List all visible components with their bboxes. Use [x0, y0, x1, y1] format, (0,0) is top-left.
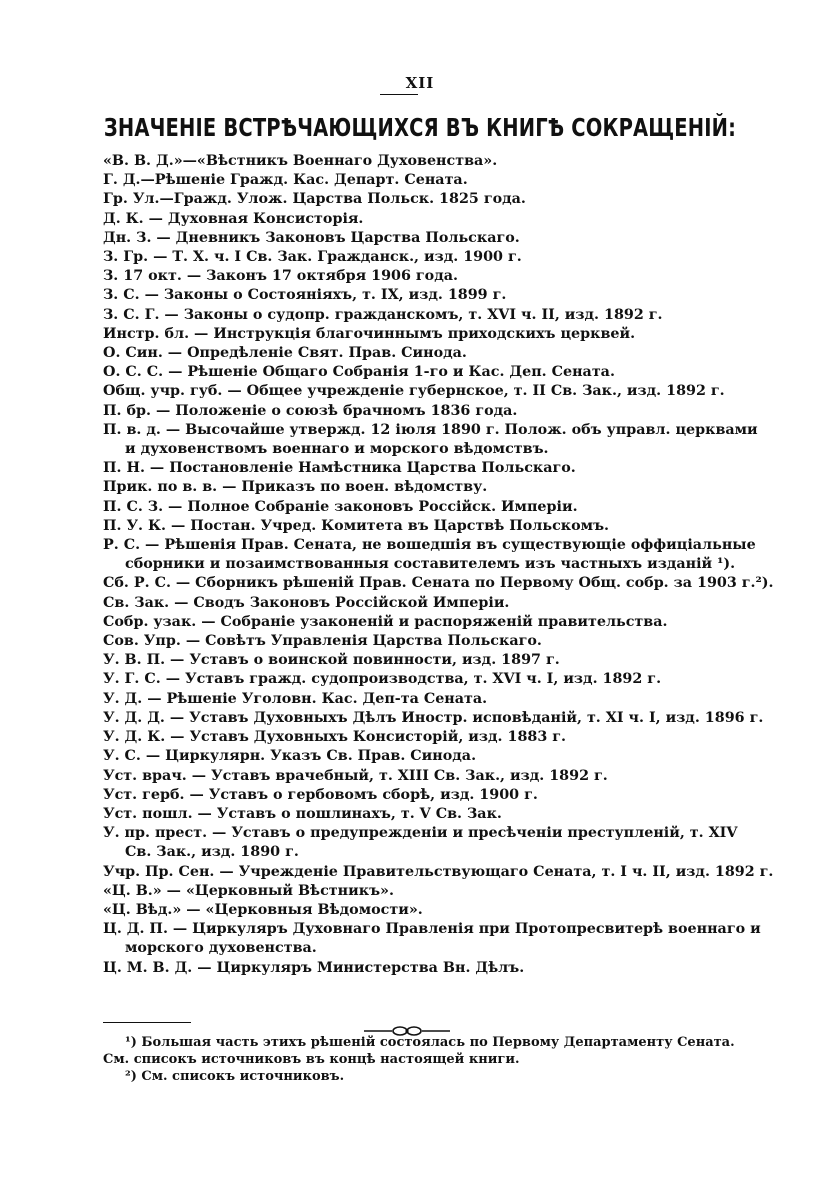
footnotes — [103, 1034, 735, 1085]
entry-line: Уст. герб. — Уставъ о гербовомъ сборѣ, изд. 1900 г. — [103, 786, 538, 803]
abbreviation-entry — [103, 229, 723, 248]
entry-line: П. бр. — Положеніе о союзѣ брачномъ 1836 года. — [103, 402, 518, 419]
abbreviation-entry — [103, 363, 723, 382]
page-title: ЗНАЧЕНІЕ ВСТРѢЧАЮЩИХСЯ ВЪ КНИГѢ СОКРАЩЕНІЙ: — [103, 113, 737, 142]
entry-line: У. Д. — Рѣшеніе Уголовн. Кас. Деп-та Сената. — [103, 690, 488, 707]
entry-line: Г. Д.—Рѣшеніе Гражд. Кас. Департ. Сената. — [103, 172, 468, 189]
abbreviation-list — [103, 152, 774, 978]
entry-line: Собр. узак. — Собраніе узаконеній и распоряженій правительства. — [103, 613, 668, 630]
entry-line: «Ц. В.» — «Церковный Вѣстникъ». — [103, 882, 394, 899]
abbreviation-entry — [103, 536, 756, 574]
abbreviation-entry — [103, 325, 723, 344]
abbreviation-entry — [103, 786, 723, 805]
entry-line: Гр. Ул.—Гражд. Улож. Царства Польск. 1825 года. — [103, 191, 526, 208]
entry-line: Прик. по в. в. — Приказъ по воен. вѣдомству. — [103, 479, 488, 496]
entry-line: Св. Зак. — Сводъ Законовъ Россійской Имперіи. — [103, 594, 510, 611]
entry-line: Ц. Д. П. — Циркуляръ Духовнаго Правленія при Протопресвитерѣ военнаго и — [103, 921, 761, 938]
entry-line: У. пр. прест. — Уставъ о предупрежденіи и пресѣченіи преступленій, т. XIV — [103, 825, 738, 842]
entry-line: З. Гр. — Т. Х. ч. I Св. Зак. Гражданск., изд. 1900 г. — [103, 249, 522, 266]
entry-line: Инстр. бл. — Инструкція благочиннымъ приходскихъ церквей. — [103, 325, 636, 342]
entry-line: Р. С. — Рѣшенія Прав. Сената, не вошедшія въ существующіе оффиціальные — [103, 537, 756, 554]
abbreviation-entry — [103, 382, 723, 401]
abbreviation-entry — [103, 728, 723, 747]
entry-line: Сб. Р. С. — Сборникъ рѣшеній Прав. Сената по Первому Общ. собр. за 1903 г.²). — [103, 575, 774, 592]
page-number-rule — [380, 94, 418, 95]
abbreviation-entry — [103, 190, 723, 209]
abbreviation-entry — [103, 594, 723, 613]
abbreviation-entry — [103, 901, 723, 920]
footnote-continuation: См. списокъ источниковъ въ концѣ настоящей книги. — [103, 1052, 520, 1067]
abbreviation-entry — [103, 863, 774, 882]
abbreviation-entry — [103, 459, 723, 478]
entry-line: У. В. П. — Уставъ о воинской повинности, изд. 1897 г. — [103, 652, 560, 669]
abbreviation-entry — [103, 286, 723, 305]
abbreviation-entry — [103, 210, 723, 229]
abbreviation-entry — [103, 613, 723, 632]
entry-line: У. Д. Д. — Уставъ Духовныхъ Дѣлъ Иностр. исповѣданій, т. XI ч. I, изд. 1896 г. — [103, 709, 764, 726]
entry-continuation: морского духовенства. — [125, 940, 317, 957]
entry-line: «В. В. Д.»—«Вѣстникъ Военнаго Духовенства». — [103, 153, 498, 169]
entry-continuation: Св. Зак., изд. 1890 г. — [125, 844, 299, 861]
abbreviation-entry — [103, 248, 723, 267]
abbreviation-entry — [103, 920, 761, 958]
entry-continuation: сборники и позаимствованныя составителемъ изъ частныхъ изданій ¹). — [125, 556, 736, 573]
abbreviation-entry — [103, 421, 758, 459]
entry-line: Учр. Пр. Сен. — Учрежденіе Правительствующаго Сената, т. I ч. II, изд. 1892 г. — [103, 863, 774, 880]
footnote — [103, 1068, 723, 1085]
entry-line: Уст. врач. — Уставъ врачебный, т. XIII Св. Зак., изд. 1892 г. — [103, 767, 608, 784]
entry-line: О. С. С. — Рѣшеніе Общаго Собранія 1-го и Кас. Деп. Сената. — [103, 364, 615, 381]
abbreviation-entry — [103, 267, 723, 286]
entry-line: Сов. Упр. — Совѣтъ Управленія Царства Польскаго. — [103, 633, 542, 650]
entry-line: З. С. — Законы о Состояніяхъ, т. IX, изд. 1899 г. — [103, 287, 507, 304]
entry-line: П. в. д. — Высочайше утвержд. 12 іюля 1890 г. Полож. объ управл. церквами — [103, 421, 758, 438]
entry-line: У. Г. С. — Уставъ гражд. судопроизводства, т. XVI ч. I, изд. 1892 г. — [103, 671, 662, 688]
abbreviation-entry — [103, 152, 723, 171]
abbreviation-entry — [103, 882, 723, 901]
abbreviation-entry — [103, 805, 723, 824]
entry-line: У. Д. К. — Уставъ Духовныхъ Консисторій, изд. 1883 г. — [103, 729, 567, 746]
entry-line: З. С. Г. — Законы о судопр. гражданскомъ, т. XVI ч. II, изд. 1892 г. — [103, 306, 663, 323]
entry-line: Д. К. — Духовная Консисторія. — [103, 210, 364, 227]
footnote-rule — [103, 1022, 191, 1023]
abbreviation-entry — [103, 690, 723, 709]
abbreviation-entry — [103, 959, 723, 978]
footnote-line: ²) См. списокъ источниковъ. — [125, 1069, 345, 1084]
abbreviation-entry — [103, 344, 723, 363]
abbreviation-entry — [103, 478, 723, 497]
abbreviation-entry — [103, 517, 723, 536]
entry-line: П. С. З. — Полное Собраніе законовъ Россійск. Имперіи. — [103, 498, 578, 515]
abbreviation-entry — [103, 824, 738, 862]
abbreviation-entry — [103, 171, 723, 190]
abbreviation-entry — [103, 632, 723, 651]
abbreviation-entry — [103, 670, 723, 689]
entry-line: Уст. пошл. — Уставъ о пошлинахъ, т. V Св. Зак. — [103, 805, 502, 822]
entry-line: «Ц. Вѣд.» — «Церковныя Вѣдомости». — [103, 901, 423, 918]
entry-line: П. У. К. — Постан. Учред. Комитета въ Царствѣ Польскомъ. — [103, 517, 610, 534]
entry-line: Ц. М. В. Д. — Циркуляръ Министерства Вн. Дѣлъ. — [103, 959, 525, 976]
abbreviation-entry — [103, 709, 764, 728]
footnote — [103, 1034, 735, 1068]
abbreviation-entry — [103, 402, 723, 421]
entry-line: У. С. — Циркулярн. Указъ Св. Прав. Синода. — [103, 748, 477, 765]
abbreviation-entry — [103, 306, 723, 325]
page-number: XII — [405, 74, 435, 92]
entry-line: Дн. З. — Дневникъ Законовъ Царства Польскаго. — [103, 229, 520, 246]
entry-line: О. Син. — Опредѣленіе Свят. Прав. Синода. — [103, 345, 467, 362]
entry-line: Общ. учр. губ. — Общее учрежденіе губернское, т. II Св. Зак., изд. 1892 г. — [103, 383, 725, 400]
abbreviation-entry — [103, 574, 774, 593]
abbreviation-entry — [103, 747, 723, 766]
abbreviation-entry — [103, 767, 723, 786]
entry-continuation: и духовенствомъ военнаго и морского вѣдомствъ. — [125, 441, 549, 458]
abbreviation-entry — [103, 498, 723, 517]
abbreviation-entry — [103, 651, 723, 670]
entry-line: З. 17 окт. — Законъ 17 октября 1906 года. — [103, 268, 458, 285]
entry-line: П. Н. — Постановленіе Намѣстника Царства Польскаго. — [103, 460, 576, 477]
footnote-line: ¹) Большая часть этихъ рѣшеній состоялась по Первому Департаменту Сената. — [125, 1035, 735, 1050]
